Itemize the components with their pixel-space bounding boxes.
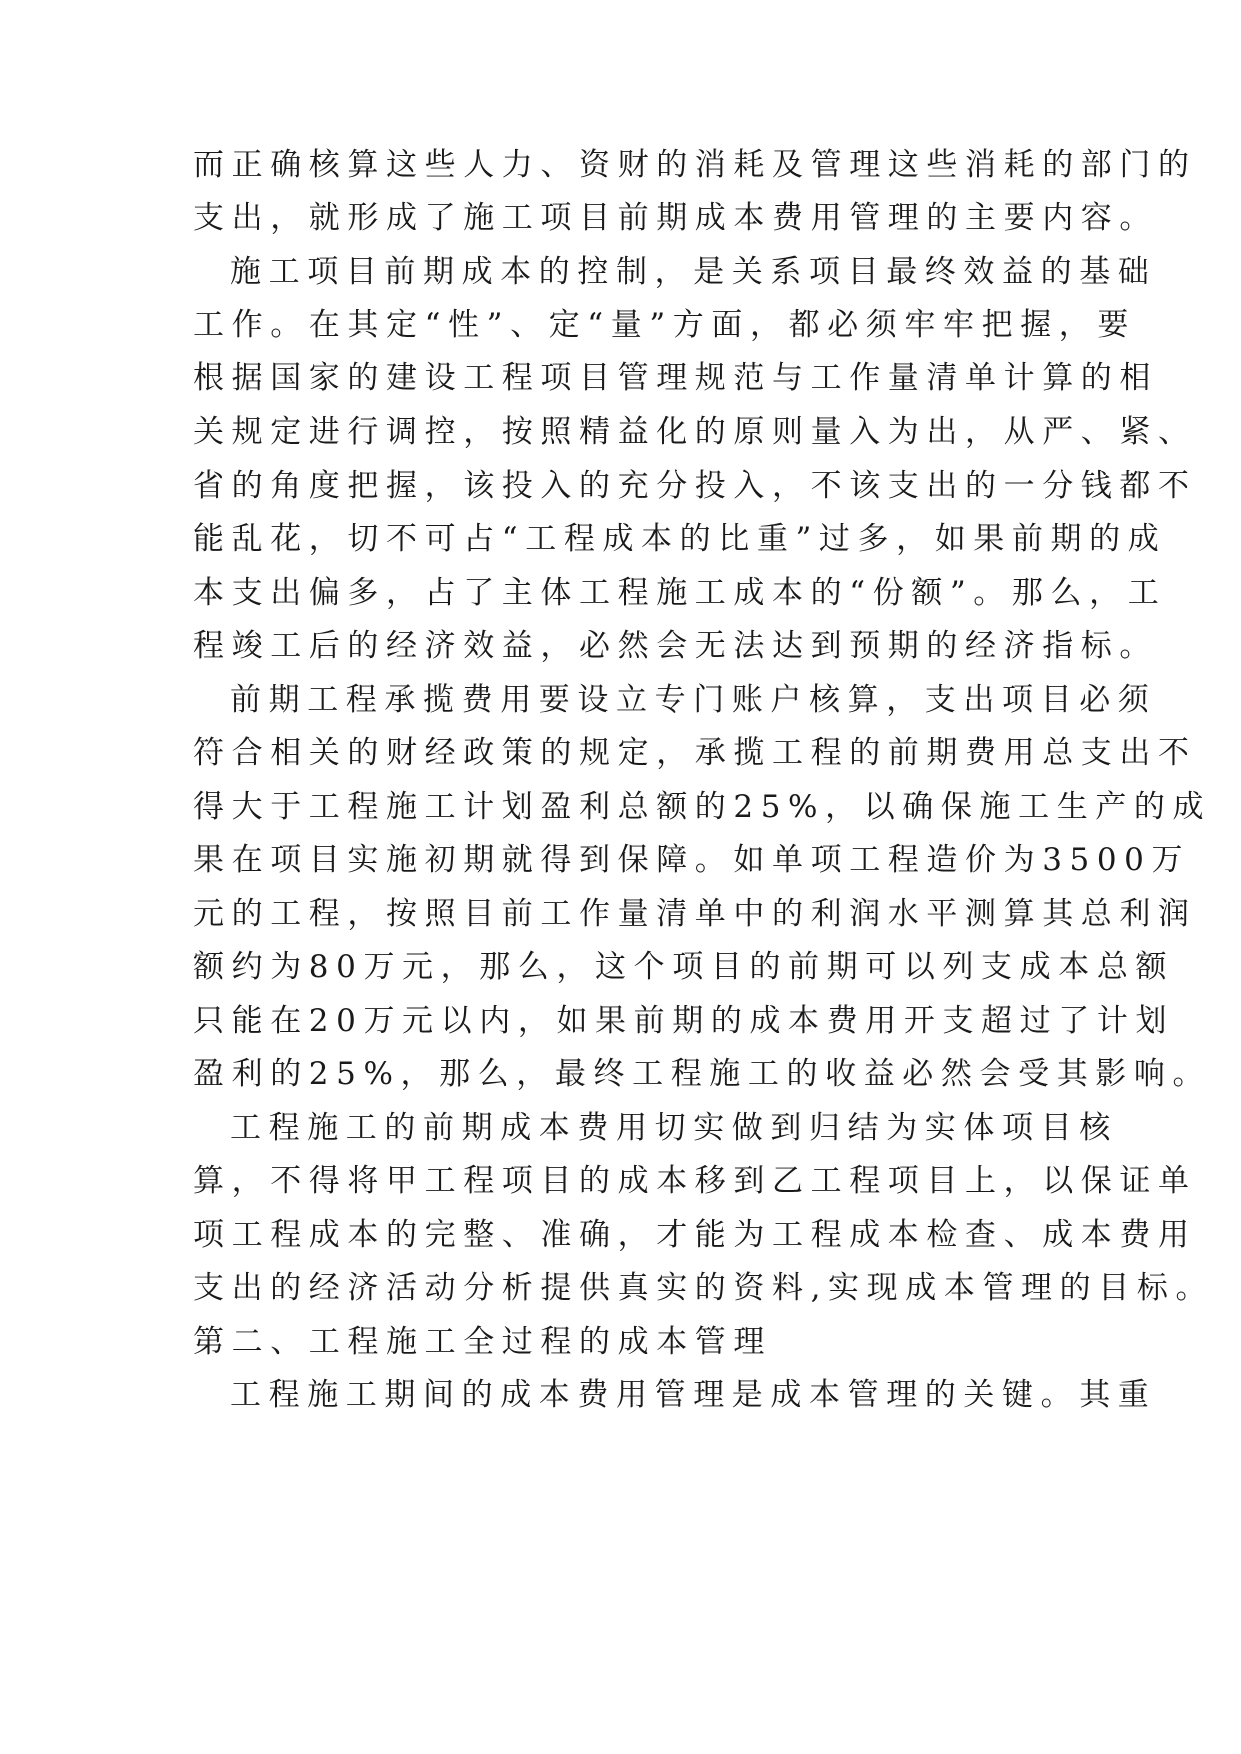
text-line: 算，不得将甲工程项目的成本移到乙工程项目上，以保证单 bbox=[193, 1163, 1197, 1199]
text-line: 能乱花，切不可占“工程成本的比重”过多，如果前期的成 bbox=[193, 521, 1167, 557]
text-line: 程竣工后的经济效益，必然会无法达到预期的经济指标。 bbox=[193, 628, 1158, 664]
section-heading: 第二、工程施工全过程的成本管理 bbox=[193, 1324, 772, 1360]
paragraph-first-line: 工程施工的前期成本费用切实做到归结为实体项目核 bbox=[230, 1110, 1118, 1146]
text-line: 项工程成本的完整、准确，才能为工程成本检查、成本费用 bbox=[193, 1217, 1197, 1253]
text-line: 得大于工程施工计划盈利总额的25%，以确保施工生产的成 bbox=[193, 789, 1212, 825]
text-line: 额约为80万元，那么，这个项目的前期可以列支成本总额 bbox=[193, 949, 1175, 985]
text-line: 关规定进行调控，按照精益化的原则量入为出，从严、紧、 bbox=[193, 414, 1197, 450]
text-line: 支出的经济活动分析提供真实的资料,实现成本管理的目标。 bbox=[193, 1270, 1215, 1306]
text-line: 根据国家的建设工程项目管理规范与工作量清单计算的相 bbox=[193, 360, 1158, 396]
text-line: 元的工程，按照目前工作量清单中的利润水平测算其总利润 bbox=[193, 896, 1197, 932]
text-line: 本支出偏多，占了主体工程施工成本的“份额”。那么，工 bbox=[193, 575, 1167, 611]
text-line: 工作。在其定“性”、定“量”方面，都必须牢牢把握，要 bbox=[193, 307, 1136, 343]
text-line: 支出，就形成了施工项目前期成本费用管理的主要内容。 bbox=[193, 200, 1158, 236]
text-line: 符合相关的财经政策的规定，承揽工程的前期费用总支出不 bbox=[193, 735, 1197, 771]
text-line: 盈利的25%，那么，最终工程施工的收益必然会受其影响。 bbox=[193, 1056, 1212, 1092]
text-line: 只能在20万元以内，如果前期的成本费用开支超过了计划 bbox=[193, 1003, 1175, 1039]
paragraph-first-line: 施工项目前期成本的控制，是关系项目最终效益的基础 bbox=[230, 254, 1157, 290]
text-line: 而正确核算这些人力、资财的消耗及管理这些消耗的部门的 bbox=[193, 147, 1197, 183]
paragraph-first-line: 前期工程承揽费用要设立专门账户核算，支出项目必须 bbox=[230, 682, 1157, 718]
text-line: 果在项目实施初期就得到保障。如单项工程造价为3500万 bbox=[193, 842, 1191, 878]
text-line: 省的角度把握，该投入的充分投入，不该支出的一分钱都不 bbox=[193, 468, 1197, 504]
paragraph-first-line: 工程施工期间的成本费用管理是成本管理的关键。其重 bbox=[230, 1377, 1157, 1413]
